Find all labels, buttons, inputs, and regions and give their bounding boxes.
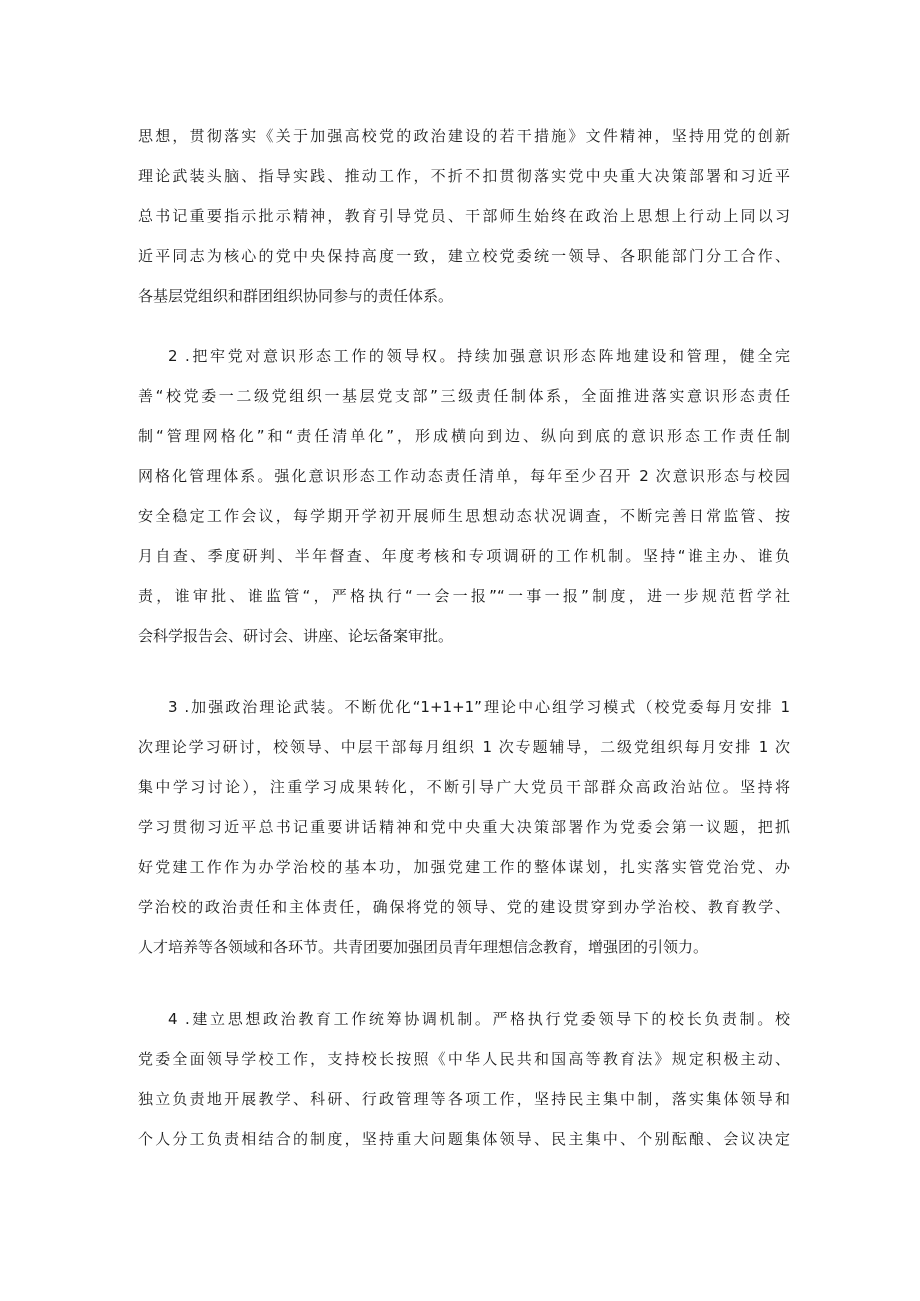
text-line: 独立负责地开展教学、科研、行政管理等各项工作，坚持民主集中制，落实集体领导和 — [138, 1090, 790, 1108]
text-line: 好党建工作作为办学治校的基本功，加强党建工作的整体谋划，扎实落实管党治党、办 — [138, 858, 790, 876]
text-line: 制“管理网格化”和“责任清单化”，形成横向到边、纵向到底的意识形态工作责任制 — [138, 427, 790, 445]
text-line: 理论武装头脑、指导实践、推动工作，不折不扣贯彻落实党中央重大决策部署和习近平 — [138, 167, 790, 185]
text-line: 近平同志为核心的党中央保持高度一致，建立校党委统一领导、各职能部门分工合作、 — [138, 247, 790, 265]
paragraph-item-3 — [138, 687, 790, 967]
text-line: 责，谁审批、谁监管“，严格执行“一会一报”“一事一报”制度，进一步规范哲学社 — [138, 587, 790, 605]
text-line: 会科学报告会、研讨会、讲座、论坛备案审批。 — [138, 627, 454, 645]
paragraph-item-4 — [138, 999, 790, 1159]
text-line: 月自查、季度研判、半年督查、年度考核和专项调研的工作机制。坚持“谁主办、谁负 — [138, 547, 790, 565]
text-line: 2 .把牢党对意识形态工作的领导权。持续加强意识形态阵地建设和管理，健全完 — [168, 347, 790, 365]
paragraph-continuation — [138, 116, 790, 316]
text-line: 3 .加强政治理论武装。不断优化“1+1+1”理论中心组学习模式（校党委每月安排 1 — [168, 698, 790, 716]
text-line: 4 .建立思想政治教育工作统筹协调机制。严格执行党委领导下的校长负责制。校 — [168, 1010, 790, 1028]
text-line: 次理论学习研讨，校领导、中层干部每月组织 1 次专题辅导，二级党组织每月安排 1 次 — [138, 738, 790, 756]
text-line: 党委全面领导学校工作，支持校长按照《中华人民共和国高等教育法》规定积极主动、 — [138, 1050, 790, 1068]
text-line: 善“校党委一二级党组织一基层党支部”三级责任制体系，全面推进落实意识形态责任 — [138, 387, 790, 405]
text-line: 学习贯彻习近平总书记重要讲话精神和党中央重大决策部署作为党委会第一议题，把抓 — [138, 818, 790, 836]
text-line: 总书记重要指示批示精神，教育引导党员、干部师生始终在政治上思想上行动上同以习 — [138, 207, 790, 225]
text-line: 各基层党组织和群团组织协同参与的责任体系。 — [138, 287, 454, 305]
paragraph-item-2 — [138, 336, 790, 656]
text-line: 网格化管理体系。强化意识形态工作动态责任清单，每年至少召开 2 次意识形态与校园 — [138, 467, 790, 485]
text-line: 安全稳定工作会议，每学期开学初开展师生思想动态状况调查，不断完善日常监管、按 — [138, 507, 790, 525]
text-line: 个人分工负责相结合的制度，坚持重大问题集体领导、民主集中、个别酝酿、会议决定 — [138, 1130, 790, 1148]
text-line: 学治校的政治责任和主体责任，确保将党的领导、党的建设贯穿到办学治校、教育教学、 — [138, 898, 790, 916]
text-line: 人才培养等各领域和各环节。共青团要加强团员青年理想信念教育，增强团的引领力。 — [138, 938, 709, 956]
text-line: 集中学习讨论），注重学习成果转化，不断引导广大党员干部群众高政治站位。坚持将 — [138, 778, 790, 796]
text-line: 思想，贯彻落实《关于加强高校党的政治建设的若干措施》文件精神，坚持用党的创新 — [138, 127, 790, 145]
